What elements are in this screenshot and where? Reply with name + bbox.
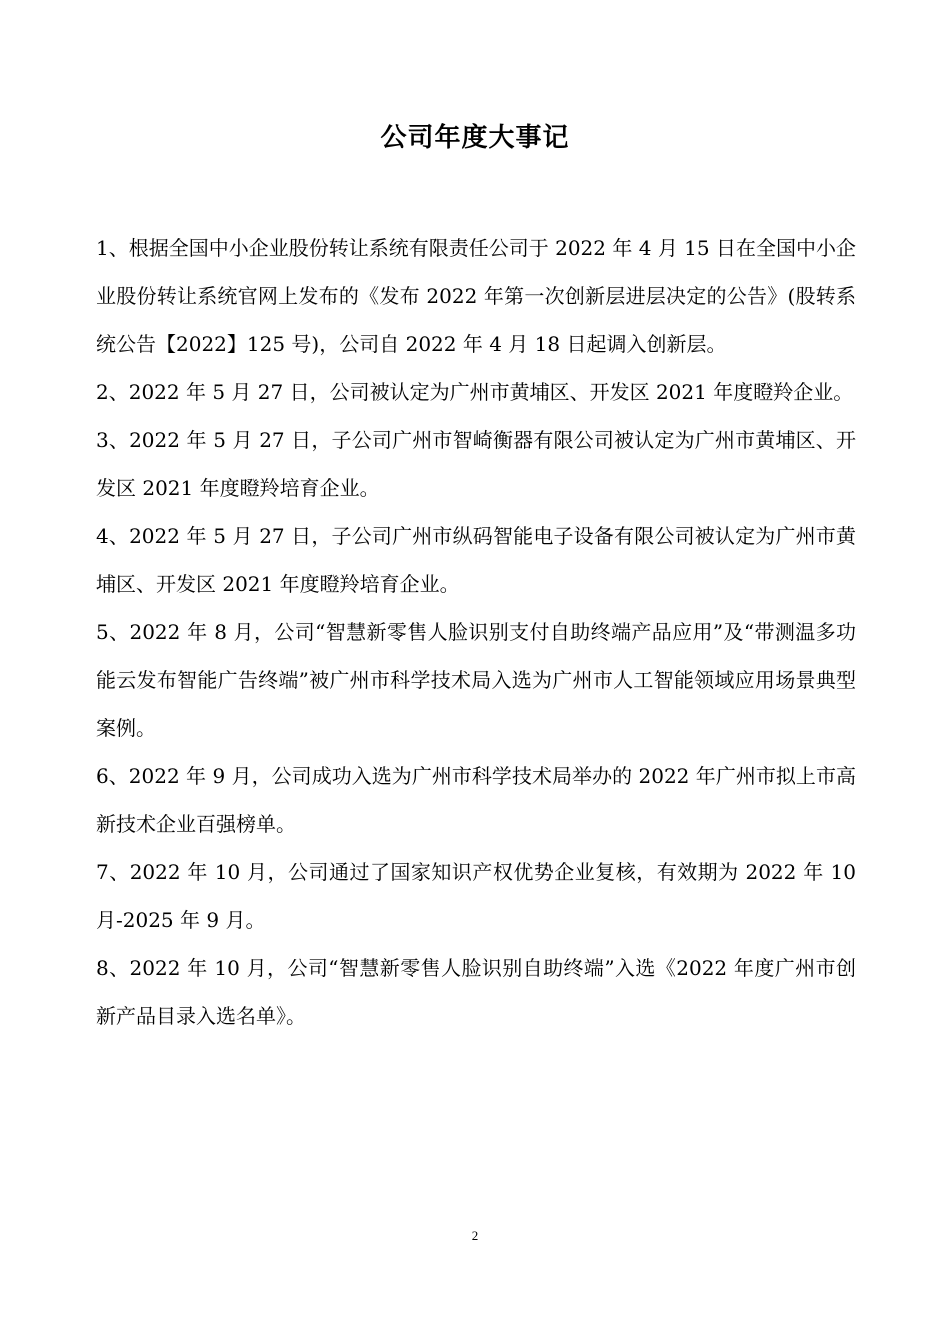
event-item-8: 8、2022 年 10 月，公司“智慧新零售人脸识别自助终端”入选《2022 年度广州市创新产品目录入选名单》。 xyxy=(96,956,856,1028)
event-list xyxy=(96,224,856,1040)
event-item-6: 6、2022 年 9 月，公司成功入选为广州市科学技术局举办的 2022 年广州市拟上市高新技术企业百强榜单。 xyxy=(96,764,856,836)
event-item-5: 5、2022 年 8 月，公司“智慧新零售人脸识别支付自助终端产品应用”及“带测温多功能云发布智能广告终端”被广州市科学技术局入选为广州市人工智能领域应用场景典型案例。 xyxy=(96,620,856,740)
event-item-2: 2、2022 年 5 月 27 日，公司被认定为广州市黄埔区、开发区 2021 年度瞪羚企业。 xyxy=(96,380,854,404)
event-item-7: 7、2022 年 10 月，公司通过了国家知识产权优势企业复核，有效期为 2022 年 10 月-2025 年 9 月。 xyxy=(96,860,856,932)
event-item-1: 1、根据全国中小企业股份转让系统有限责任公司于 2022 年 4 月 15 日在全国中小企业股份转让系统官网上发布的《发布 2022 年第一次创新层进层决定的公告》(股转系统公告【2022】125 号)，公司自 2022 年 4 月 18 日起调入创新层。 xyxy=(96,236,856,356)
page-number: 2 xyxy=(471,1228,479,1243)
event-item-3: 3、2022 年 5 月 27 日，子公司广州市智崎衡器有限公司被认定为广州市黄埔区、开发区 2021 年度瞪羚培育企业。 xyxy=(96,428,856,500)
page-title: 公司年度大事记 xyxy=(380,123,570,153)
event-item-4: 4、2022 年 5 月 27 日，子公司广州市纵码智能电子设备有限公司被认定为广州市黄埔区、开发区 2021 年度瞪羚培育企业。 xyxy=(96,524,856,596)
